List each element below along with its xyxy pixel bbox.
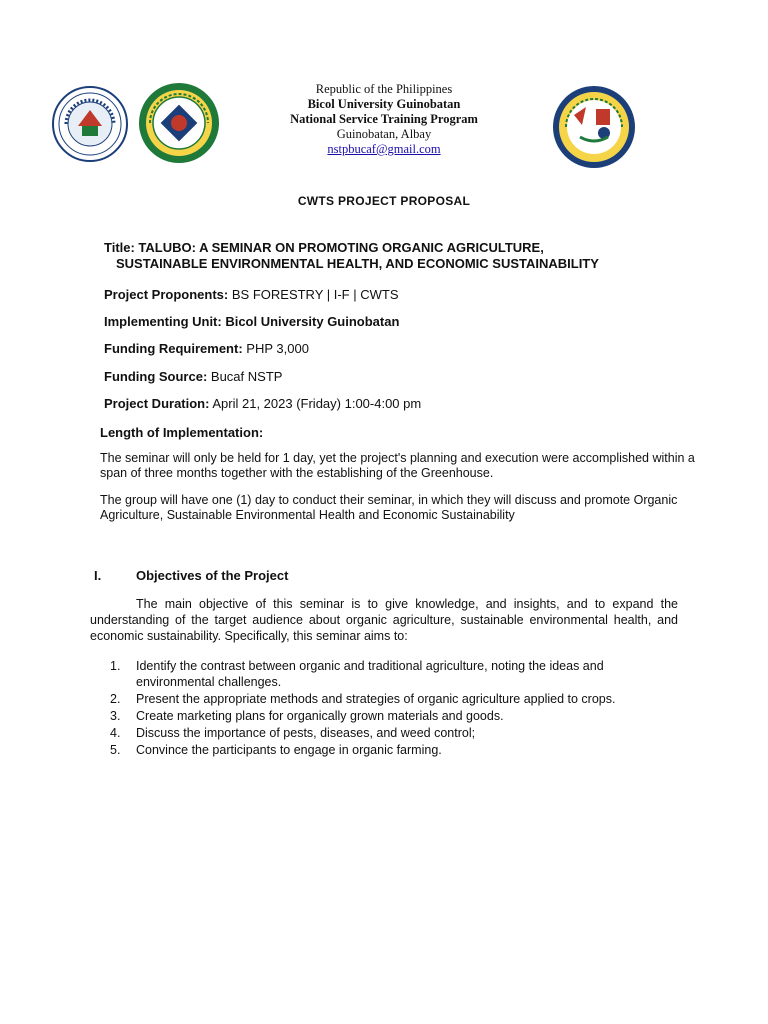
length-paragraph-2: The group will have one (1) day to conduct their seminar, in which they will discuss and promote Organic Agriculture, Sustainable Environmental Health and Economic Sustainability bbox=[100, 493, 678, 522]
field-implementing-unit bbox=[104, 314, 399, 329]
header-country: Republic of the Philippines bbox=[315, 82, 453, 96]
field-value: Bucaf NSTP bbox=[210, 369, 283, 384]
length-paragraph-1: The seminar will only be held for 1 day, yet the project's planning and execution were accomplished within a span of three months together with the establishing of the Greenhouse. bbox=[100, 451, 695, 480]
list-item-text: Discuss the importance of pests, diseases, and weed control; bbox=[136, 726, 476, 740]
field-value: April 21, 2023 (Friday) 1:00-4:00 pm bbox=[212, 396, 422, 411]
list-item bbox=[110, 742, 670, 758]
list-item-number: 2. bbox=[110, 692, 121, 706]
field-label: Funding Source: bbox=[104, 369, 208, 384]
project-title-line2: SUSTAINABLE ENVIRONMENTAL HEALTH, AND ECONOMIC SUSTAINABILITY bbox=[116, 256, 599, 271]
header-program: National Service Training Program bbox=[290, 112, 478, 126]
section-number: I. bbox=[94, 568, 102, 583]
field-label: Project Duration: bbox=[104, 396, 210, 411]
field-label: Implementing Unit: Bicol University Guinobatan bbox=[104, 314, 400, 329]
list-item-number: 3. bbox=[110, 709, 121, 723]
list-item-number: 1. bbox=[110, 659, 121, 673]
list-item-text: Present the appropriate methods and strategies of organic agriculture applied to crops. bbox=[136, 692, 616, 706]
objectives-list bbox=[110, 658, 670, 759]
list-item-text: Create marketing plans for organically grown materials and goods. bbox=[136, 709, 504, 723]
field-proponents bbox=[104, 287, 399, 302]
section-heading: Objectives of the Project bbox=[136, 568, 289, 583]
list-item bbox=[110, 658, 670, 690]
header-university: Bicol University Guinobatan bbox=[307, 97, 461, 111]
document-header bbox=[0, 82, 768, 157]
list-item-number: 4. bbox=[110, 726, 121, 740]
objectives-intro: The main objective of this seminar is to give knowledge, and insights, and to expand the understanding of the target audience about organic agriculture, sustainable environmental health, and economic sustainability. Specifically, this seminar aims to: bbox=[90, 597, 678, 643]
project-title-line1: Title: TALUBO: A SEMINAR ON PROMOTING ORGANIC AGRICULTURE, bbox=[104, 240, 544, 255]
document-title: CWTS PROJECT PROPOSAL bbox=[297, 194, 471, 208]
length-heading: Length of Implementation: bbox=[100, 425, 264, 440]
field-funding-source bbox=[104, 369, 282, 384]
list-item-number: 5. bbox=[110, 743, 121, 757]
field-value: BS FORESTRY | I-F | CWTS bbox=[231, 287, 399, 302]
list-item bbox=[110, 708, 670, 724]
list-item-text: Identify the contrast between organic and traditional agriculture, noting the ideas and environmental challenges. bbox=[136, 659, 604, 689]
project-title bbox=[104, 240, 599, 272]
list-item-text: Convince the participants to engage in organic farming. bbox=[136, 743, 442, 757]
header-location: Guinobatan, Albay bbox=[336, 127, 432, 141]
field-value: PHP 3,000 bbox=[246, 341, 309, 356]
field-label: Funding Requirement: bbox=[104, 341, 243, 356]
field-label: Project Proponents: bbox=[104, 287, 229, 302]
field-project-duration bbox=[104, 396, 421, 411]
field-funding-requirement bbox=[104, 341, 309, 356]
list-item bbox=[110, 725, 670, 741]
header-email-link[interactable]: nstpbucaf@gmail.com bbox=[327, 142, 441, 156]
list-item bbox=[110, 691, 670, 707]
